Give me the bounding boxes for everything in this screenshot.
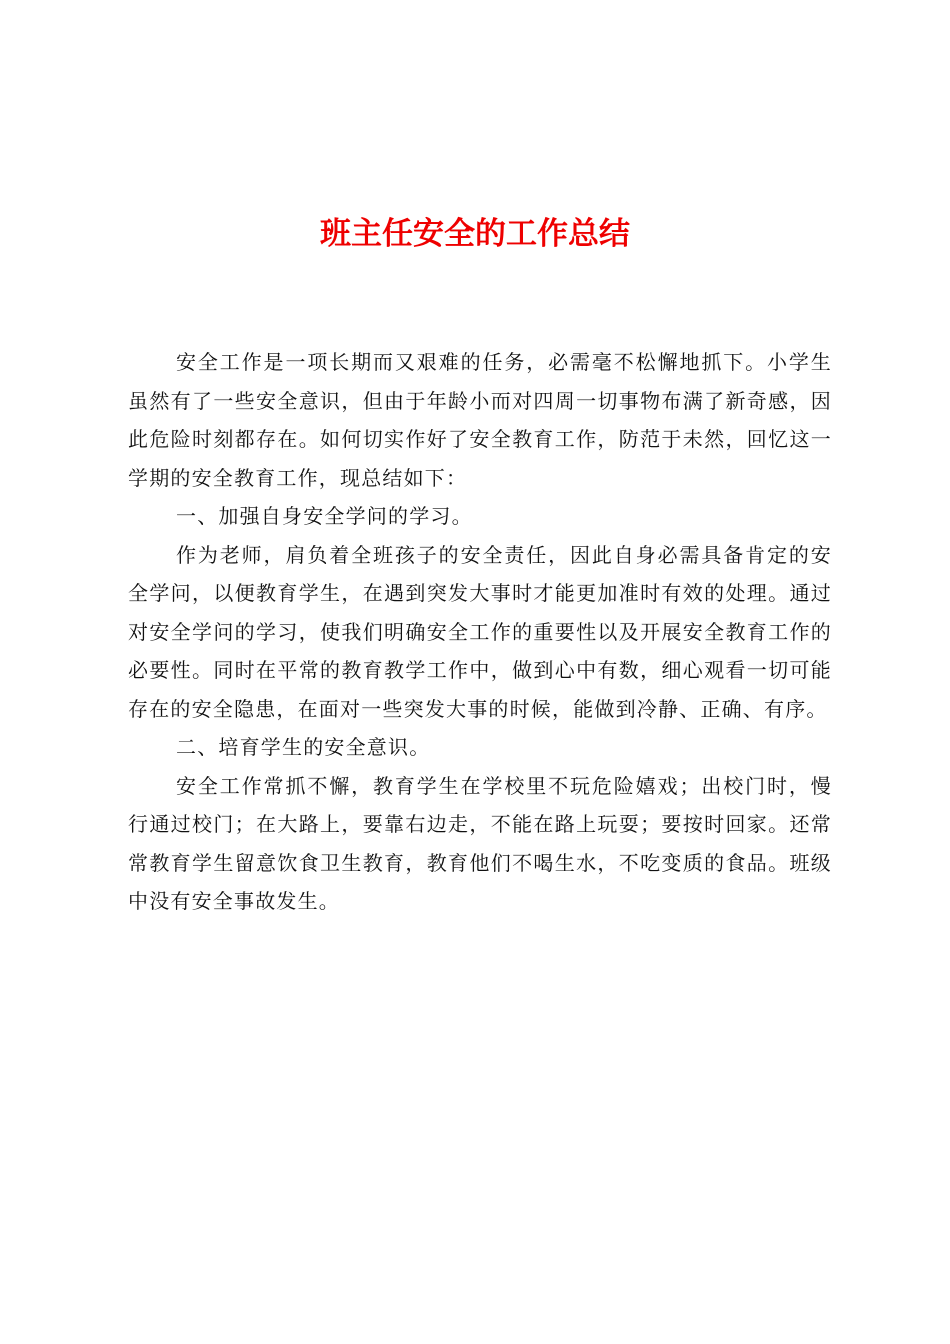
- paragraph-section-2: 安全工作常抓不懈，教育学生在学校里不玩危险嬉戏；出校门时，慢行通过校门；在大路上，要靠右边走，不能在路上玩耍；要按时回家。还常常教育学生留意饮食卫生教育，教育他们不喝生水，不吃变质的食品。班级中没有安全事故发生。: [128, 773, 832, 913]
- section-heading-1: 一、加强自身安全学问的学习。: [176, 504, 473, 528]
- document-title: 班主任安全的工作总结: [320, 216, 630, 252]
- section-heading-2: 二、培育学生的安全意识。: [176, 735, 431, 759]
- paragraph-section-1: 作为老师，肩负着全班孩子的安全责任，因此自身必需具备肯定的安全学问，以便教育学生，在遇到突发大事时才能更加准时有效的处理。通过对安全学问的学习，使我们明确安全工作的重要性以及开展安全教育工作的必要性。同时在平常的教育教学工作中，做到心中有数，细心观看一切可能存在的安全隐患，在面对一些突发大事的时候，能做到冷静、正确、有序。: [128, 542, 832, 721]
- paragraph-intro: 安全工作是一项长期而又艰难的任务，必需毫不松懈地抓下。小学生虽然有了一些安全意识，但由于年龄小而对四周一切事物布满了新奇感，因此危险时刻都存在。如何切实作好了安全教育工作，防范于未然，回忆这一学期的安全教育工作，现总结如下：: [128, 350, 832, 490]
- document-body: [128, 343, 832, 921]
